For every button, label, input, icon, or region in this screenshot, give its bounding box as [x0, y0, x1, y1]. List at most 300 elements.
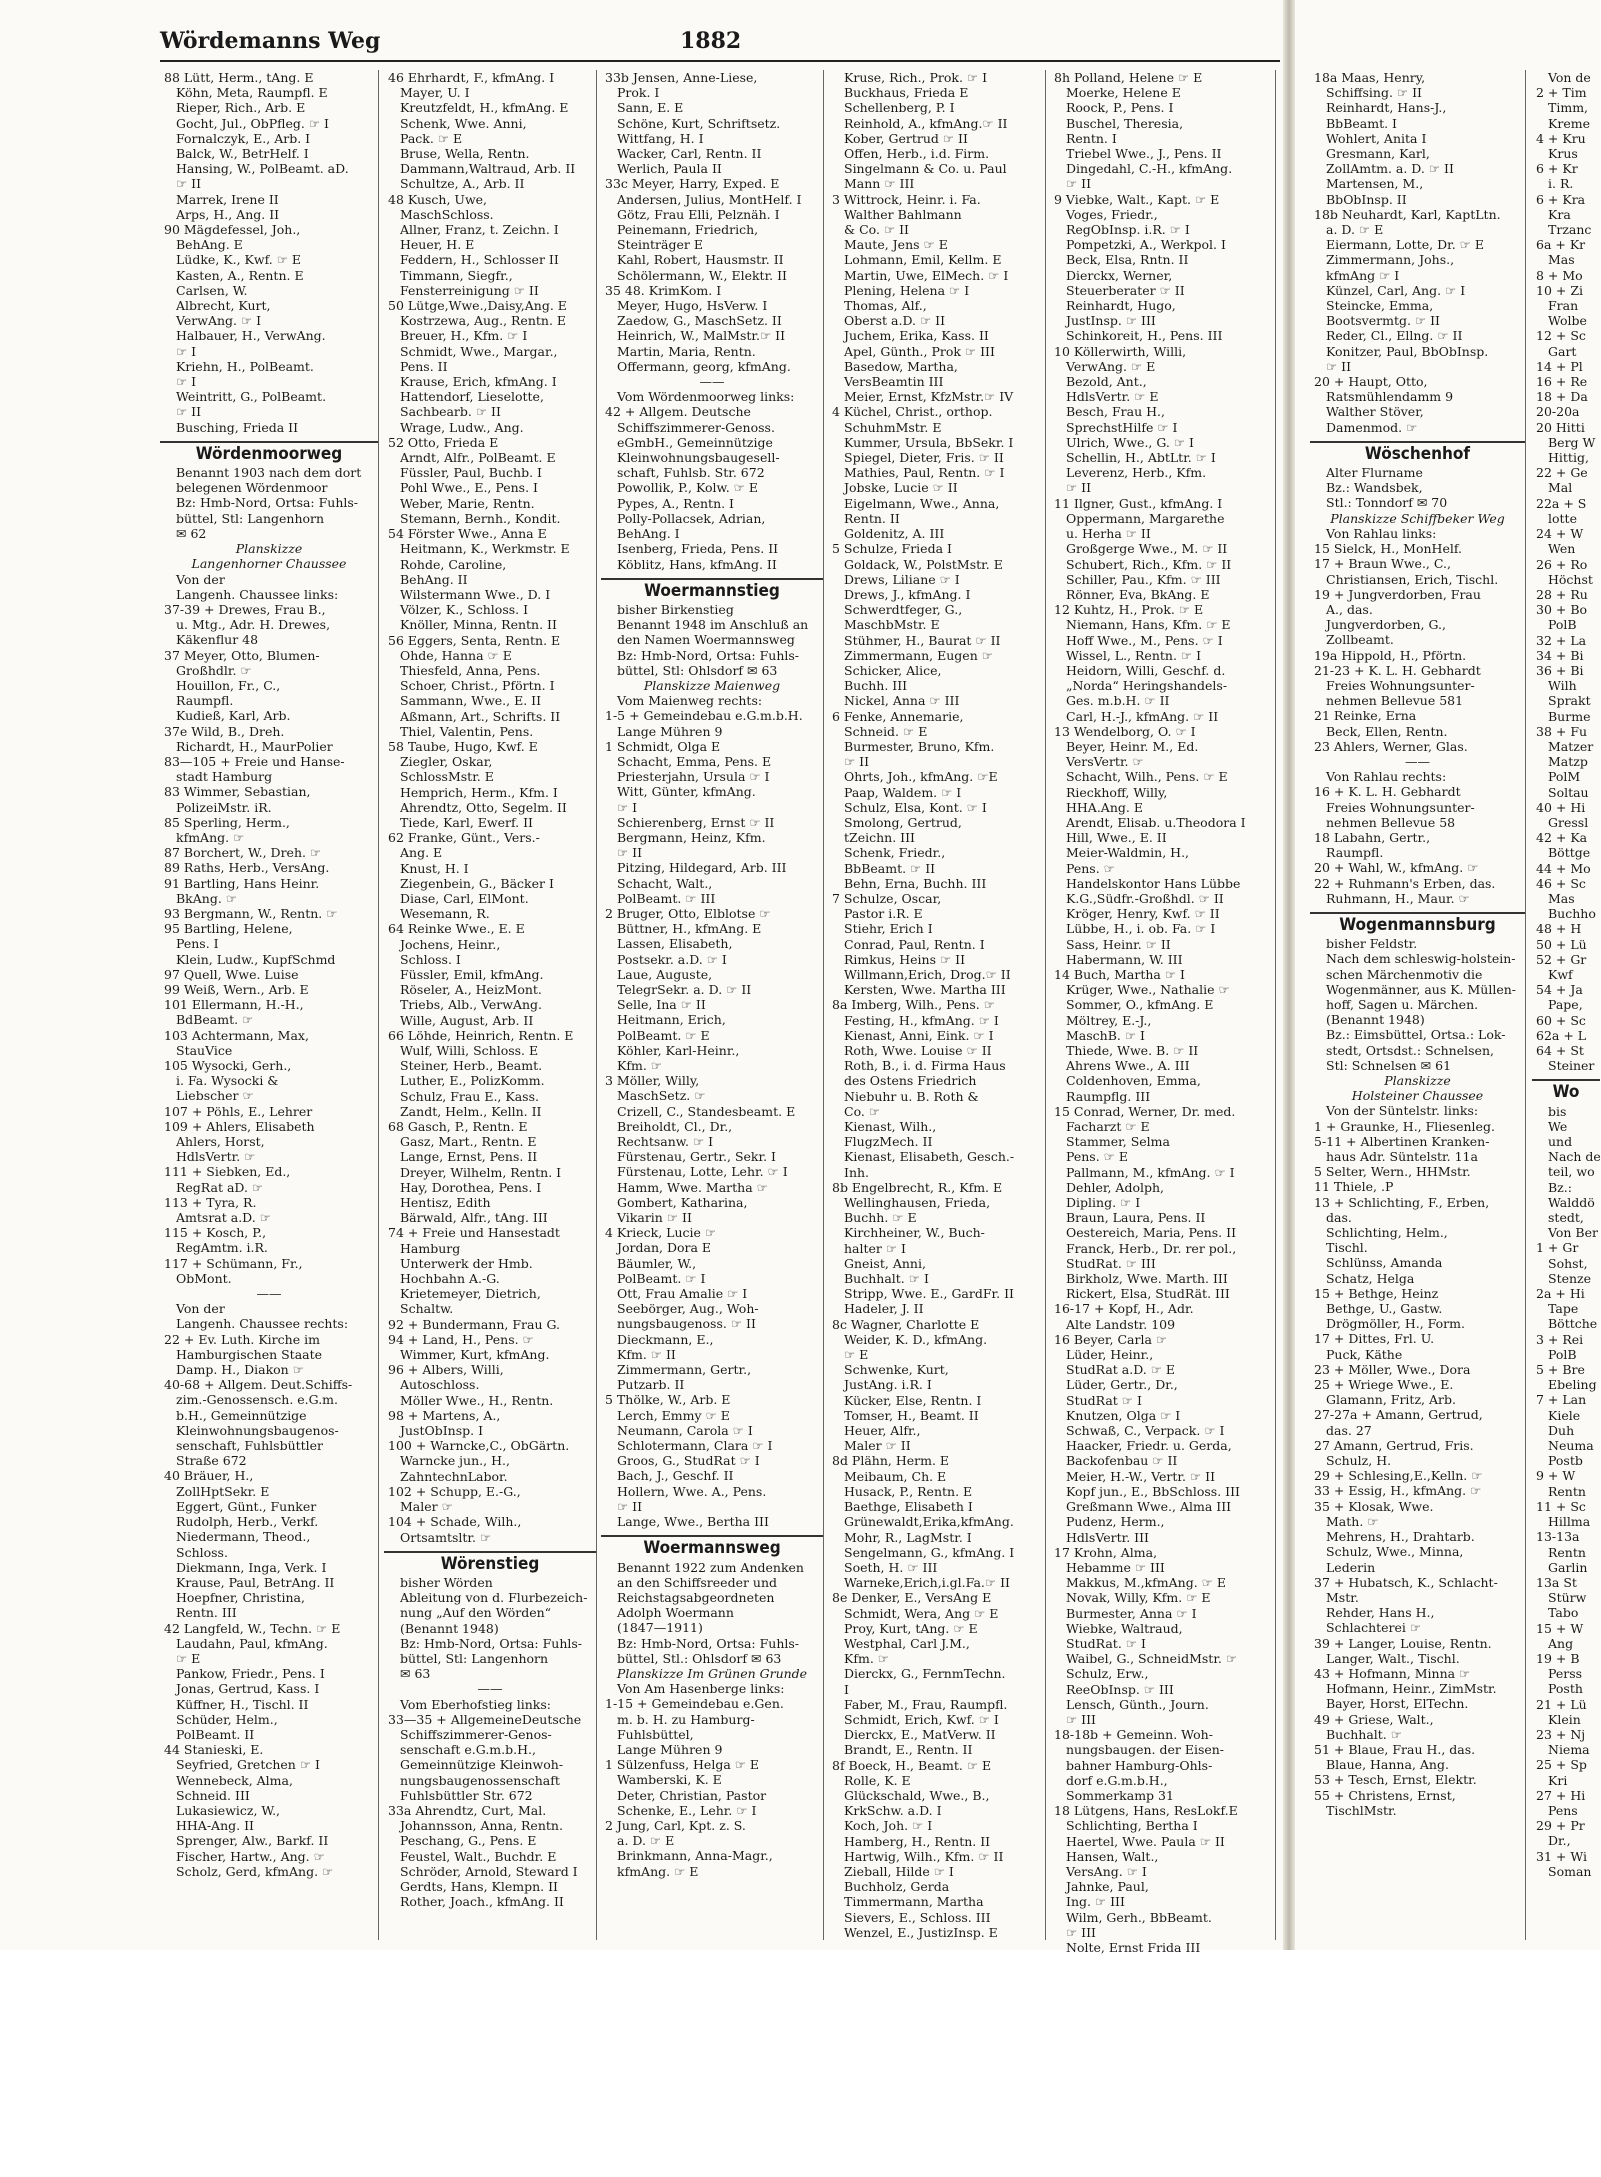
house-entry: 2 Bruger, Otto, Elblotse ☞	[605, 905, 771, 921]
resident-entry: Schacht, Emma, Pens. E	[617, 753, 772, 769]
resident-entry: Bz: Hmb-Nord, Ortsa: Fuhls-	[617, 647, 800, 663]
resident-entry: HdlsVertr. III	[1066, 1529, 1149, 1545]
house-entry: 98 + Martens, A.,	[388, 1407, 501, 1423]
resident-entry: Bz: Hmb-Nord, Ortsa: Fuhls-	[176, 495, 359, 511]
resident-entry: Adolph Woermann	[617, 1605, 734, 1621]
house-entry: 3 + Rei	[1536, 1331, 1584, 1347]
resident-entry: Schwenke, Kurt,	[844, 1362, 949, 1378]
resident-entry: bisher Birkenstieg	[617, 601, 734, 617]
house-entry: 19 + B	[1536, 1650, 1580, 1666]
resident-entry: i. R.	[1548, 176, 1574, 192]
resident-entry: Neuma	[1548, 1438, 1594, 1454]
resident-entry: Pens. ☞	[1066, 860, 1115, 876]
resident-entry: Novak, Willy, Kfm. ☞ E	[1066, 1590, 1211, 1606]
resident-entry: senschaft e.G.m.b.H.,	[400, 1742, 536, 1758]
resident-entry: Ohrts, Joh., kfmAng. ☞E	[844, 769, 998, 785]
resident-entry: Carlsen, W.	[176, 282, 248, 298]
house-entry: 21-23 + K. L. H. Gebhardt	[1314, 662, 1481, 678]
resident-entry: ZollHptSekr. E	[176, 1483, 270, 1499]
plan-sketch-note: Planskizze	[235, 541, 303, 557]
resident-entry: Gombert, Katharina,	[617, 1194, 748, 1210]
house-entry: 6 + Kr	[1536, 161, 1578, 177]
resident-entry: ☞ II	[844, 754, 870, 770]
house-entry: 33c Meyer, Harry, Exped. E	[605, 176, 780, 192]
resident-entry: Fürstenau, Lotte, Lehr. ☞ I	[617, 1164, 788, 1180]
resident-entry: Pape,	[1548, 997, 1583, 1013]
resident-entry: Selle, Ina ☞ II	[617, 997, 706, 1013]
house-entry: 3 Möller, Willy,	[605, 1073, 700, 1089]
resident-entry: Schüder, Helm.,	[176, 1711, 278, 1727]
resident-entry: Schellin, H., AbtLtr. ☞ I	[1066, 450, 1216, 466]
resident-entry: Reichstagsabgeordneten	[617, 1589, 775, 1605]
resident-entry: Carl, H.-J., kfmAng. ☞ II	[1066, 708, 1219, 724]
resident-entry: Mathies, Paul, Rentn. ☞ I	[844, 465, 1005, 481]
resident-entry: Duh	[1548, 1422, 1575, 1438]
resident-entry: Hamm, Wwe. Martha ☞	[617, 1179, 768, 1195]
house-entry: 96 + Albers, Willi,	[388, 1362, 504, 1378]
resident-entry: HdlsVertr. ☞ E	[1066, 389, 1159, 405]
resident-entry: nehmen Bellevue 581	[1326, 693, 1464, 709]
resident-entry: ReeObInsp. ☞ III	[1066, 1681, 1174, 1697]
resident-entry: Lange, Wwe., Bertha III	[617, 1514, 769, 1530]
house-entry: 15 Conrad, Werner, Dr. med.	[1054, 1103, 1236, 1119]
house-entry: 40-68 + Allgem. Deut.Schiffs-	[164, 1377, 353, 1393]
resident-entry: Knutzen, Olga ☞ I	[1066, 1407, 1181, 1423]
directory-column-2	[384, 70, 597, 1940]
house-entry: 1-5 + Gemeindebau e.G.m.b.H.	[605, 708, 803, 724]
resident-entry: Juchem, Erika, Kass. II	[844, 328, 989, 344]
resident-entry: JustObInsp. I	[400, 1423, 484, 1439]
resident-entry: Witt, Günter, kfmAng.	[617, 784, 756, 800]
resident-entry: Stripp, Wwe. E., GardFr. II	[844, 1286, 1014, 1302]
house-entry: 22a + S	[1536, 495, 1587, 511]
resident-entry: Blaue, Hanna, Ang.	[1326, 1757, 1449, 1773]
page-header	[160, 26, 1280, 62]
resident-entry: KrkSchw. a.D. I	[844, 1803, 942, 1819]
street-heading: Woermannstieg	[601, 578, 823, 602]
resident-entry: VersBeamtin III	[844, 374, 944, 390]
resident-entry: Oberst a.D. ☞ II	[844, 313, 946, 329]
resident-entry: Schaltw.	[400, 1301, 454, 1317]
resident-entry: Postb	[1548, 1453, 1583, 1469]
house-entry: 19a Hippold, H., Pförtn.	[1314, 647, 1467, 663]
resident-entry: Hattendorf, Lieselotte,	[400, 389, 544, 405]
plan-sketch-note: Planskizze	[1384, 1073, 1451, 1088]
resident-entry: RegRat aD. ☞	[176, 1179, 264, 1195]
resident-entry: Fuhlsbüttler Str. 672	[400, 1787, 533, 1803]
resident-entry: Kwf	[1548, 966, 1573, 982]
house-entry: 33—35 + AllgemeineDeutsche	[388, 1711, 582, 1727]
resident-entry: Schacht, Wilh., Pens. ☞ E	[1066, 769, 1228, 785]
resident-entry: Mas	[1548, 252, 1575, 268]
resident-entry: Isenberg, Frieda, Pens. II	[617, 541, 779, 557]
resident-entry: Matzer	[1548, 738, 1594, 754]
resident-entry: Rechtsanw. ☞ I	[617, 1134, 714, 1150]
resident-entry: Offen, Herb., i.d. Firm.	[844, 146, 990, 162]
house-entry: 54 + Ja	[1536, 982, 1583, 998]
resident-entry: Nolte, Ernst Frida III	[1066, 1939, 1201, 1955]
resident-entry: stedt,	[1548, 1210, 1584, 1226]
resident-entry: Damp. H., Diakon ☞	[176, 1362, 304, 1378]
house-entry: 8 + Mo	[1536, 267, 1583, 283]
house-entry: 17 Krohn, Alma,	[1054, 1544, 1158, 1560]
house-entry: 17 + Dittes, Frl. U.	[1314, 1331, 1435, 1347]
plan-sketch-note: Planskizze Maienweg	[643, 677, 781, 693]
resident-entry: Bz.: Wandsbek,	[1326, 480, 1423, 496]
resident-entry: Rohde, Caroline,	[400, 556, 507, 572]
running-head: Wördemanns Weg	[160, 28, 381, 54]
resident-entry: Schneid. ☞ E	[844, 723, 928, 739]
resident-entry: Kröger, Henry, Kwf. ☞ II	[1066, 906, 1220, 922]
house-entry: 40 + Hi	[1536, 799, 1586, 815]
plan-sketch-note: Holsteiner Chaussee	[1351, 1088, 1484, 1104]
resident-entry: Pack. ☞ E	[400, 130, 463, 146]
resident-entry: Freies Wohnungsunter-	[1326, 799, 1475, 815]
house-entry: 39 + Langer, Louise, Rentn.	[1314, 1635, 1492, 1651]
resident-entry: Peinemann, Friedrich,	[617, 222, 759, 238]
resident-entry: schaft, Fuhlsb. Str. 672	[617, 465, 765, 481]
resident-entry: Lohmann, Emil, Kellm. E	[844, 252, 1002, 268]
resident-entry: des Ostens Friedrich	[844, 1073, 977, 1089]
resident-entry: Martin, Uwe, ElMech. ☞ I	[844, 267, 1009, 283]
resident-entry: Putzarb. II	[617, 1377, 685, 1393]
resident-entry: Posth	[1548, 1681, 1583, 1697]
resident-entry: ZollAmtm. a. D. ☞ II	[1326, 161, 1454, 177]
resident-entry: Köhler, Karl-Heinr.,	[617, 1042, 740, 1058]
street-heading: Wo	[1532, 1079, 1600, 1103]
resident-entry: Schenke, E., Lehr. ☞ I	[617, 1802, 757, 1818]
resident-entry: Soltau	[1548, 784, 1589, 800]
house-entry: 16-17 + Kopf, H., Adr.	[1054, 1301, 1194, 1317]
house-entry: 56 Eggers, Senta, Rentn. E	[388, 632, 561, 648]
resident-entry: Kienast, Wilh.,	[844, 1119, 937, 1135]
resident-entry: Eigelmann, Wwe., Anna,	[844, 495, 1000, 511]
resident-entry: Schulz, Elsa, Kont. ☞ I	[844, 799, 987, 815]
resident-entry: stedt, Ortsdst.: Schnelsen,	[1326, 1042, 1494, 1058]
resident-entry: ☞ II	[1066, 176, 1092, 192]
resident-entry: Buchho	[1548, 906, 1596, 922]
house-entry: 11 Thiele, .P	[1314, 1179, 1394, 1195]
house-entry: 20 + Haupt, Otto,	[1314, 374, 1428, 390]
resident-entry: Steincke, Emma,	[1326, 298, 1434, 314]
resident-entry: Reder, Cl., Ellng. ☞ II	[1326, 328, 1463, 344]
house-entry: 13a St	[1536, 1574, 1577, 1590]
resident-entry: PolM	[1548, 769, 1581, 785]
resident-entry: Buschel, Theresia,	[1066, 115, 1184, 131]
resident-entry: ✉ 62	[176, 525, 207, 541]
resident-entry: Voges, Friedr.,	[1066, 206, 1158, 222]
resident-entry: hoff, Sagen u. Märchen.	[1326, 996, 1479, 1012]
resident-entry: Wille, August, Arb. II	[400, 1012, 534, 1028]
resident-entry: Ebeling	[1548, 1377, 1597, 1393]
house-entry: 8d Plähn, Herm. E	[832, 1453, 950, 1469]
resident-entry: Schinkoreit, H., Pens. III	[1066, 328, 1223, 344]
resident-entry: Meier, Ernst, KfzMstr.☞ IV	[844, 389, 1014, 405]
resident-entry: Götz, Frau Elli, Pelznäh. I	[617, 206, 780, 222]
house-entry: 100 + Warncke,C., ObGärtn.	[388, 1438, 570, 1454]
resident-entry: Stl: Schnelsen ✉ 61	[1326, 1057, 1452, 1073]
resident-entry: Ahrens Wwe., A. III	[1066, 1058, 1190, 1074]
resident-entry: ☞ II	[1326, 358, 1352, 374]
resident-entry: Hillma	[1548, 1514, 1591, 1530]
house-entry: 85 Sperling, Herm.,	[164, 814, 290, 830]
resident-entry: Hittig,	[1548, 450, 1589, 466]
resident-entry: Schiffszimmerer-Genos-	[400, 1726, 552, 1742]
resident-entry: Krause, Paul, BetrAng. II	[176, 1574, 335, 1590]
resident-entry: HHA.Ang. E	[1066, 799, 1143, 815]
resident-entry: Halbauer, H., VerwAng.	[176, 328, 326, 344]
resident-entry: Ortsamtsltr. ☞	[400, 1529, 492, 1545]
resident-entry: Schubert, Rich., Kfm. ☞ II	[1066, 556, 1232, 572]
house-entry: 101 Ellermann, H.-H.,	[164, 997, 304, 1013]
resident-entry: Langenh. Chaussee rechts:	[176, 1316, 349, 1332]
resident-entry: Brinkmann, Anna-Magr.,	[617, 1848, 773, 1864]
house-entry: 29 + Schlesing,E.,Kelln. ☞	[1314, 1468, 1483, 1484]
resident-entry: kfmAng. ☞	[176, 829, 245, 845]
resident-entry: Burmester, Anna ☞ I	[1066, 1605, 1197, 1621]
house-entry: 115 + Kosch, P.,	[164, 1225, 267, 1241]
resident-entry: Schlünss, Amanda	[1326, 1255, 1443, 1271]
resident-entry: Kienast, Anni, Eink. ☞ I	[844, 1027, 994, 1043]
resident-entry: PolBeamt. ☞ I	[617, 1270, 706, 1286]
resident-entry: Pompetzki, A., Werkpol. I	[1066, 237, 1226, 253]
resident-entry: Raumpflg. III	[1066, 1088, 1151, 1104]
house-entry: 1 Sülzenfuss, Helga ☞ E	[605, 1757, 760, 1773]
house-entry: 91 Bartling, Hans Heinr.	[164, 875, 320, 891]
house-entry: 25 + Wriege Wwe., E.	[1314, 1377, 1454, 1393]
resident-entry: Benannt 1948 im Anschluß an	[617, 617, 809, 633]
resident-entry: Wen	[1548, 541, 1576, 557]
house-entry: 95 Bartling, Helene,	[164, 921, 293, 937]
resident-entry: Kersten, Wwe. Martha III	[844, 982, 1006, 998]
house-entry: 102 + Schupp, E.-G.,	[388, 1483, 521, 1499]
resident-entry: Wamberski, K. E	[617, 1772, 722, 1788]
resident-entry: Zaedow, G., MaschSetz. II	[617, 313, 782, 329]
house-entry: 21 Reinke, Erna	[1314, 708, 1417, 724]
resident-entry: Amtsrat a.D. ☞	[176, 1210, 271, 1226]
resident-entry: Goldack, W., PolstMstr. E	[844, 556, 1003, 572]
resident-entry: Habermann, W. III	[1066, 951, 1183, 967]
resident-entry: Buchh. III	[844, 678, 908, 694]
house-entry: 16 + Re	[1536, 374, 1588, 390]
resident-entry: Dreyer, Wilhelm, Rentn. I	[400, 1164, 562, 1180]
resident-entry: Besch, Frau H.,	[1066, 404, 1165, 420]
house-entry: 44 Stanieski, E.	[164, 1742, 264, 1758]
house-entry: 68 Gasch, P., Rentn. E	[388, 1119, 528, 1135]
resident-entry: haus Adr. Süntelstr. 11a	[1326, 1149, 1478, 1165]
resident-entry: Kriehn, H., PolBeamt.	[176, 358, 314, 374]
resident-entry: Lange, Ernst, Pens. II	[400, 1149, 538, 1165]
house-entry: 1 + Graunke, H., Fliesenleg.	[1314, 1118, 1495, 1134]
resident-entry: Von Am Hasenberge links:	[617, 1681, 785, 1697]
resident-entry: Knöller, Minna, Rentn. II	[400, 617, 557, 633]
house-entry: 33 + Essig, H., kfmAng. ☞	[1314, 1483, 1482, 1499]
resident-entry: Willmann,Erich, Drog.☞ II	[844, 966, 1011, 982]
resident-entry: Postsekr. a.D. ☞ I	[617, 951, 727, 967]
house-entry: 44 + Mo	[1536, 860, 1591, 876]
resident-entry: Schwaß, C., Verpack. ☞ I	[1066, 1423, 1225, 1439]
resident-entry: den Namen Woermannsweg	[617, 632, 795, 648]
resident-entry: Peschang, G., Pens. E	[400, 1833, 537, 1849]
resident-entry: Hochbahn A.-G.	[400, 1271, 500, 1287]
house-entry: 32 + La	[1536, 632, 1587, 648]
resident-entry: (Benannt 1948)	[1326, 1012, 1425, 1028]
resident-entry: Kruse, Rich., Prok. ☞ I	[844, 70, 988, 85]
resident-entry: ☞ II	[176, 176, 202, 192]
resident-entry: Steiner, Herb., Beamt.	[400, 1058, 543, 1074]
house-entry: 8h Polland, Helene ☞ E	[1054, 70, 1203, 85]
resident-entry: BehAng. II	[400, 571, 468, 587]
resident-entry: Tomser, H., Beamt. II	[844, 1407, 979, 1423]
resident-entry: Kfm. ☞	[617, 1058, 662, 1073]
resident-entry: Mohr, R., LagMstr. I	[844, 1529, 972, 1545]
resident-entry: ☞ II	[1066, 480, 1092, 496]
resident-entry: Coldenhoven, Emma,	[1066, 1073, 1201, 1089]
resident-entry: PolBeamt. II	[176, 1726, 255, 1742]
resident-entry: Berg W	[1548, 434, 1596, 450]
house-entry: 5-11 + Albertinen Kranken-	[1314, 1133, 1490, 1149]
resident-entry: m. b. H. zu Hamburg-	[617, 1711, 755, 1727]
resident-entry: Richardt, H., MaurPolier	[176, 738, 333, 754]
resident-entry: Braun, Laura, Pens. II	[1066, 1210, 1206, 1226]
resident-entry: Crizell, C., Standesbeamt. E	[617, 1103, 796, 1119]
resident-entry: Rickert, Elsa, StudRät. III	[1066, 1286, 1230, 1302]
resident-entry: Kasten, A., Rentn. E	[176, 267, 304, 283]
resident-entry: PolBeamt. ☞ III	[617, 890, 716, 906]
resident-entry: ☞ III	[1066, 1711, 1096, 1727]
house-entry: 8b Engelbrecht, R., Kfm. E	[832, 1179, 1003, 1195]
resident-entry: Langer, Walt., Tischl.	[1326, 1650, 1460, 1666]
resident-entry: Hamburg	[400, 1240, 461, 1256]
resident-entry: Johannsson, Anna, Rentn.	[400, 1818, 563, 1834]
resident-entry: BbObInsp. II	[1326, 191, 1407, 207]
resident-entry: Zieball, Hilde ☞ I	[844, 1863, 954, 1879]
resident-entry: Von Ber	[1548, 1225, 1598, 1241]
resident-entry: Schulz, Wwe., Minna,	[1326, 1544, 1464, 1560]
house-entry: 10 Köllerwirth, Willi,	[1054, 343, 1187, 359]
resident-entry: Kahl, Robert, Hausmstr. II	[617, 252, 784, 268]
resident-entry: & Co. ☞ II	[844, 222, 909, 238]
resident-entry: JustInsp. ☞ III	[1066, 313, 1156, 329]
resident-entry: BehAng. E	[176, 237, 243, 253]
directory-column-4	[828, 70, 1046, 1940]
resident-entry: Bz: Hmb-Nord, Ortsa: Fuhls-	[400, 1635, 583, 1651]
resident-entry: Knust, H. I	[400, 860, 469, 876]
resident-entry: Weintritt, G., PolBeamt.	[176, 389, 327, 405]
house-entry: 2a + Hi	[1536, 1286, 1585, 1302]
resident-entry: (Benannt 1948)	[400, 1620, 499, 1636]
resident-entry: Nach de	[1548, 1149, 1601, 1165]
resident-entry: BdBeamt. ☞	[176, 1012, 254, 1028]
resident-entry: Ziegenbein, G., Bäcker I	[400, 875, 554, 891]
resident-entry: Langenh. Chaussee links:	[176, 586, 339, 602]
resident-entry: Köblitz, Hans, kfmAng. II	[617, 556, 777, 572]
resident-entry: Stiehr, Erich I	[844, 921, 933, 937]
resident-entry: Rieckhoff, Willy,	[1066, 784, 1168, 800]
resident-entry: Bayer, Horst, ElTechn.	[1326, 1696, 1469, 1712]
resident-entry: TelegrSekr. a. D. ☞ II	[617, 981, 752, 997]
resident-entry: Hoepfner, Christina,	[176, 1590, 305, 1606]
resident-entry: nehmen Bellevue 58	[1326, 814, 1456, 830]
house-entry: 37-39 + Drewes, Frau B.,	[164, 601, 326, 617]
resident-entry: Grünewaldt,Erika,kfmAng.	[844, 1514, 1014, 1530]
resident-entry: Maler ☞	[400, 1499, 453, 1515]
resident-entry: ✉ 63	[400, 1666, 431, 1682]
resident-entry: Schlichting, Bertha I	[1066, 1818, 1198, 1834]
resident-entry: Hamberg, H., Rentn. II	[844, 1833, 991, 1849]
house-entry: 90 Mägdefessel, Joh.,	[164, 222, 301, 238]
resident-entry: Neumann, Carola ☞ I	[617, 1422, 753, 1438]
resident-entry: Heitmann, Erich,	[617, 1012, 726, 1028]
resident-entry: Haacker, Friedr. u. Gerda,	[1066, 1438, 1232, 1454]
resident-entry: Hamburgischen Staate	[176, 1346, 323, 1362]
resident-entry: Schoer, Christ., Pförtn. I	[400, 678, 555, 694]
resident-entry: Fran	[1548, 298, 1579, 314]
directory-column-6	[1310, 70, 1526, 1940]
resident-entry: Ulrich, Wwe., G. ☞ I	[1066, 434, 1194, 450]
resident-entry: und	[1548, 1134, 1573, 1150]
resident-entry: Smolong, Gertrud,	[844, 814, 962, 830]
resident-entry: Schröder, Arnold, Steward I	[400, 1863, 578, 1879]
resident-entry: Fensterreinigung ☞ II	[400, 282, 539, 298]
resident-entry: kfmAng. ☞ E	[617, 1863, 699, 1879]
resident-entry: büttel, Stl.: Ohlsdorf ✉ 63	[617, 1650, 782, 1666]
resident-entry: Schwerdtfeger, G.,	[844, 602, 963, 618]
resident-entry: Schiller, Pau., Kfm. ☞ III	[1066, 571, 1221, 587]
resident-entry: Schenk, Friedr.,	[844, 845, 946, 861]
resident-entry: Reinhardt, Hans-J.,	[1326, 100, 1447, 116]
house-entry: 53 + Tesch, Ernst, Elektr.	[1314, 1772, 1477, 1788]
resident-entry: Schlachterei ☞	[1326, 1620, 1422, 1636]
resident-entry: VersAng. ☞ I	[1066, 1863, 1147, 1879]
resident-entry: Aßmann, Art., Schrifts. II	[400, 708, 561, 724]
house-entry: 9 Viebke, Walt., Kapt. ☞ E	[1054, 191, 1220, 207]
resident-entry: „Norda“ Heringshandels-	[1066, 678, 1228, 694]
resident-entry: stadt Hamburg	[176, 769, 273, 785]
resident-entry: Matzp	[1548, 754, 1588, 770]
resident-entry: FlugzMech. II	[844, 1134, 933, 1150]
resident-entry: Koch, Joh. ☞ I	[844, 1818, 933, 1834]
house-entry: 5 Selter, Wern., HHMstr.	[1314, 1164, 1471, 1180]
resident-entry: Schultze, A., Arb. II	[400, 176, 525, 192]
resident-entry: Fischer, Hartw., Ang. ☞	[176, 1848, 325, 1864]
resident-entry: Sachbearb. ☞ II	[400, 404, 501, 420]
resident-entry: Mas	[1548, 890, 1575, 906]
resident-entry: Gneist, Anni,	[844, 1255, 926, 1271]
resident-entry: Von der	[176, 571, 225, 587]
resident-entry: Zollbeamt.	[1326, 632, 1394, 648]
resident-entry: nungsbaugenoss. ☞ II	[617, 1316, 756, 1332]
house-entry: 103 Achtermann, Max,	[164, 1027, 309, 1043]
street-heading: Wöschenhof	[1310, 441, 1525, 465]
page-bottom-margin	[0, 1950, 1600, 2177]
resident-entry: Ratsmühlendamm 9	[1326, 389, 1454, 405]
house-entry: 13-13a	[1536, 1529, 1580, 1545]
resident-entry: Meibaum, Ch. E	[844, 1468, 947, 1484]
house-entry: 6 Fenke, Annemarie,	[832, 708, 964, 724]
resident-entry: schen Märchenmotiv die	[1326, 966, 1483, 982]
resident-entry: Kreutzfeldt, H., kfmAng. E	[400, 100, 569, 116]
resident-entry: Möltrey, E.-J.,	[1066, 1012, 1152, 1028]
resident-entry: Jahnke, Paul,	[1066, 1879, 1149, 1895]
section-divider: ——	[256, 1286, 282, 1302]
resident-entry: Reinhold, A., kfmAng.☞ II	[844, 115, 1008, 131]
resident-entry: Wiebke, Waltraud,	[1066, 1620, 1183, 1636]
resident-entry: Gemeinnützige Kleinwoh-	[400, 1757, 564, 1773]
resident-entry: Thomas, Alf.,	[844, 298, 927, 314]
resident-entry: Wacker, Carl, Rentn. II	[617, 146, 762, 162]
resident-entry: Klein	[1548, 1711, 1581, 1727]
